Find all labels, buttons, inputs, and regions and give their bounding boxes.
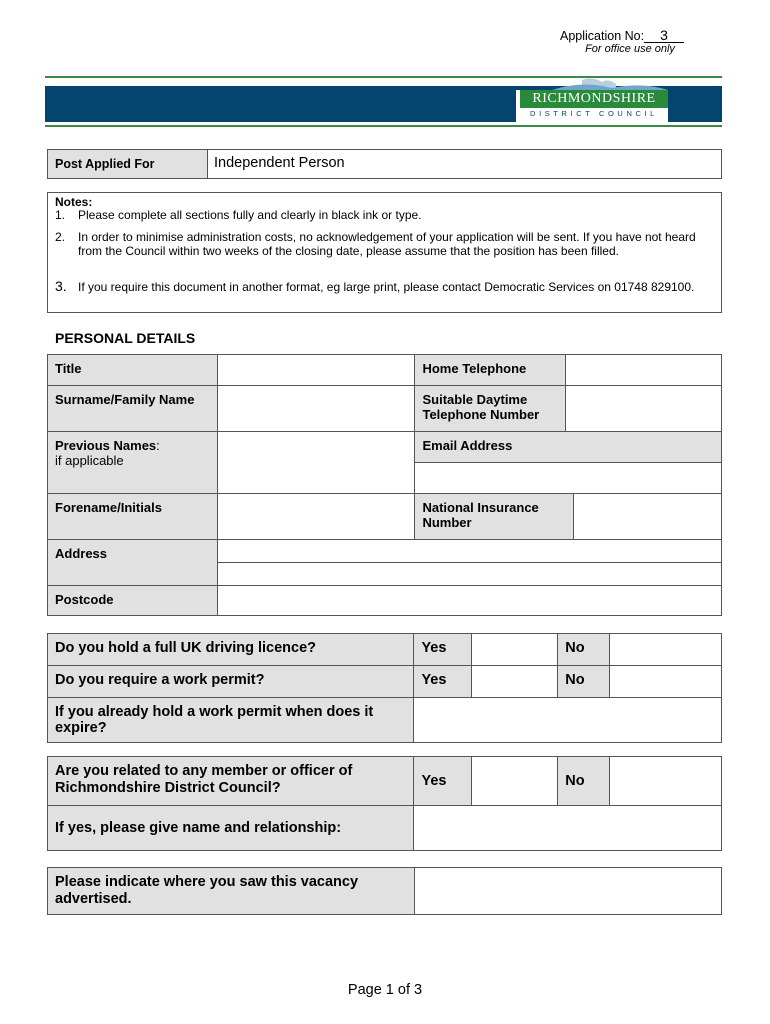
work-permit-expiry-question: If you already hold a work permit when does it expire?	[48, 698, 414, 743]
licence-table	[47, 633, 722, 743]
related-table	[47, 756, 722, 851]
postcode-input[interactable]	[217, 586, 721, 616]
note-2-text: In order to minimise administration costs, no acknowledgement of your application will be sent. If you have not heard from the Council within two weeks of the closing date, please assume that the position has been filled.	[78, 230, 696, 258]
notes-title: Notes:	[55, 195, 93, 209]
daytime-telephone-label: Suitable Daytime Telephone Number	[415, 386, 566, 432]
ni-number-label: National Insurance Number	[415, 494, 574, 540]
driving-licence-question: Do you hold a full UK driving licence?	[48, 634, 414, 666]
bottom-green-line	[45, 125, 722, 127]
previous-names-input[interactable]	[217, 432, 415, 494]
forename-label: Forename/Initials	[48, 494, 218, 540]
council-logo	[512, 76, 672, 124]
logo-subtitle: DISTRICT COUNCIL	[530, 109, 658, 118]
application-number-label: Application No:	[560, 29, 645, 43]
title-label: Title	[48, 355, 218, 386]
post-table	[47, 149, 722, 179]
logo-name: RICHMONDSHIRE	[520, 90, 668, 108]
related-yes-label: Yes	[414, 757, 472, 806]
application-number-value[interactable]: 3	[644, 28, 684, 43]
application-number	[560, 28, 720, 43]
title-input[interactable]	[217, 355, 415, 386]
work-permit-yes-label: Yes	[414, 666, 472, 698]
surname-label: Surname/Family Name	[48, 386, 218, 432]
vacancy-table	[47, 867, 722, 915]
related-yes-box[interactable]	[472, 757, 558, 806]
note-1-text: Please complete all sections fully and clearly in black ink or type.	[78, 208, 422, 222]
personal-details-table	[47, 354, 722, 616]
address-line-1-input[interactable]	[217, 540, 721, 563]
related-no-label: No	[558, 757, 610, 806]
notes-box	[47, 192, 722, 313]
previous-names-label-cell	[48, 432, 218, 494]
work-permit-no-label: No	[558, 666, 610, 698]
driving-licence-yes-box[interactable]	[472, 634, 558, 666]
driving-licence-yes-label: Yes	[414, 634, 472, 666]
home-telephone-input[interactable]	[566, 355, 722, 386]
home-telephone-label: Home Telephone	[415, 355, 566, 386]
related-no-box[interactable]	[610, 757, 722, 806]
relationship-question: If yes, please give name and relationship:	[48, 806, 414, 851]
post-value[interactable]: Independent Person	[208, 150, 722, 179]
office-use-note: For office use only	[585, 43, 675, 55]
work-permit-no-box[interactable]	[610, 666, 722, 698]
email-label: Email Address	[415, 432, 722, 463]
previous-names-colon: :	[156, 438, 160, 453]
note-2-number: 2.	[55, 230, 66, 244]
postcode-label: Postcode	[48, 586, 218, 616]
work-permit-expiry-input[interactable]	[414, 698, 722, 743]
if-applicable-label: if applicable	[55, 453, 124, 468]
previous-names-label: Previous Names	[55, 438, 157, 453]
note-1-number: 1.	[55, 208, 66, 222]
related-question: Are you related to any member or officer of Richmondshire District Council?	[48, 757, 414, 806]
email-input[interactable]	[415, 463, 722, 494]
address-line-2-input[interactable]	[217, 563, 721, 586]
vacancy-question: Please indicate where you saw this vacancy advertised.	[48, 868, 415, 915]
work-permit-yes-box[interactable]	[472, 666, 558, 698]
driving-licence-no-box[interactable]	[610, 634, 722, 666]
vacancy-input[interactable]	[414, 868, 721, 915]
page-number: Page 1 of 3	[347, 982, 423, 998]
post-label: Post Applied For	[48, 150, 208, 179]
note-3-text: If you require this document in another format, eg large print, please contact Democratic Services on 01748 829100.	[78, 280, 695, 294]
surname-input[interactable]	[217, 386, 415, 432]
ni-number-input[interactable]	[574, 494, 722, 540]
forename-input[interactable]	[217, 494, 415, 540]
personal-details-heading: PERSONAL DETAILS	[55, 330, 196, 346]
daytime-telephone-input[interactable]	[566, 386, 722, 432]
note-3-number: 3.	[55, 278, 67, 294]
work-permit-question: Do you require a work permit?	[48, 666, 414, 698]
relationship-input[interactable]	[414, 806, 722, 851]
driving-licence-no-label: No	[558, 634, 610, 666]
address-label: Address	[48, 540, 218, 586]
